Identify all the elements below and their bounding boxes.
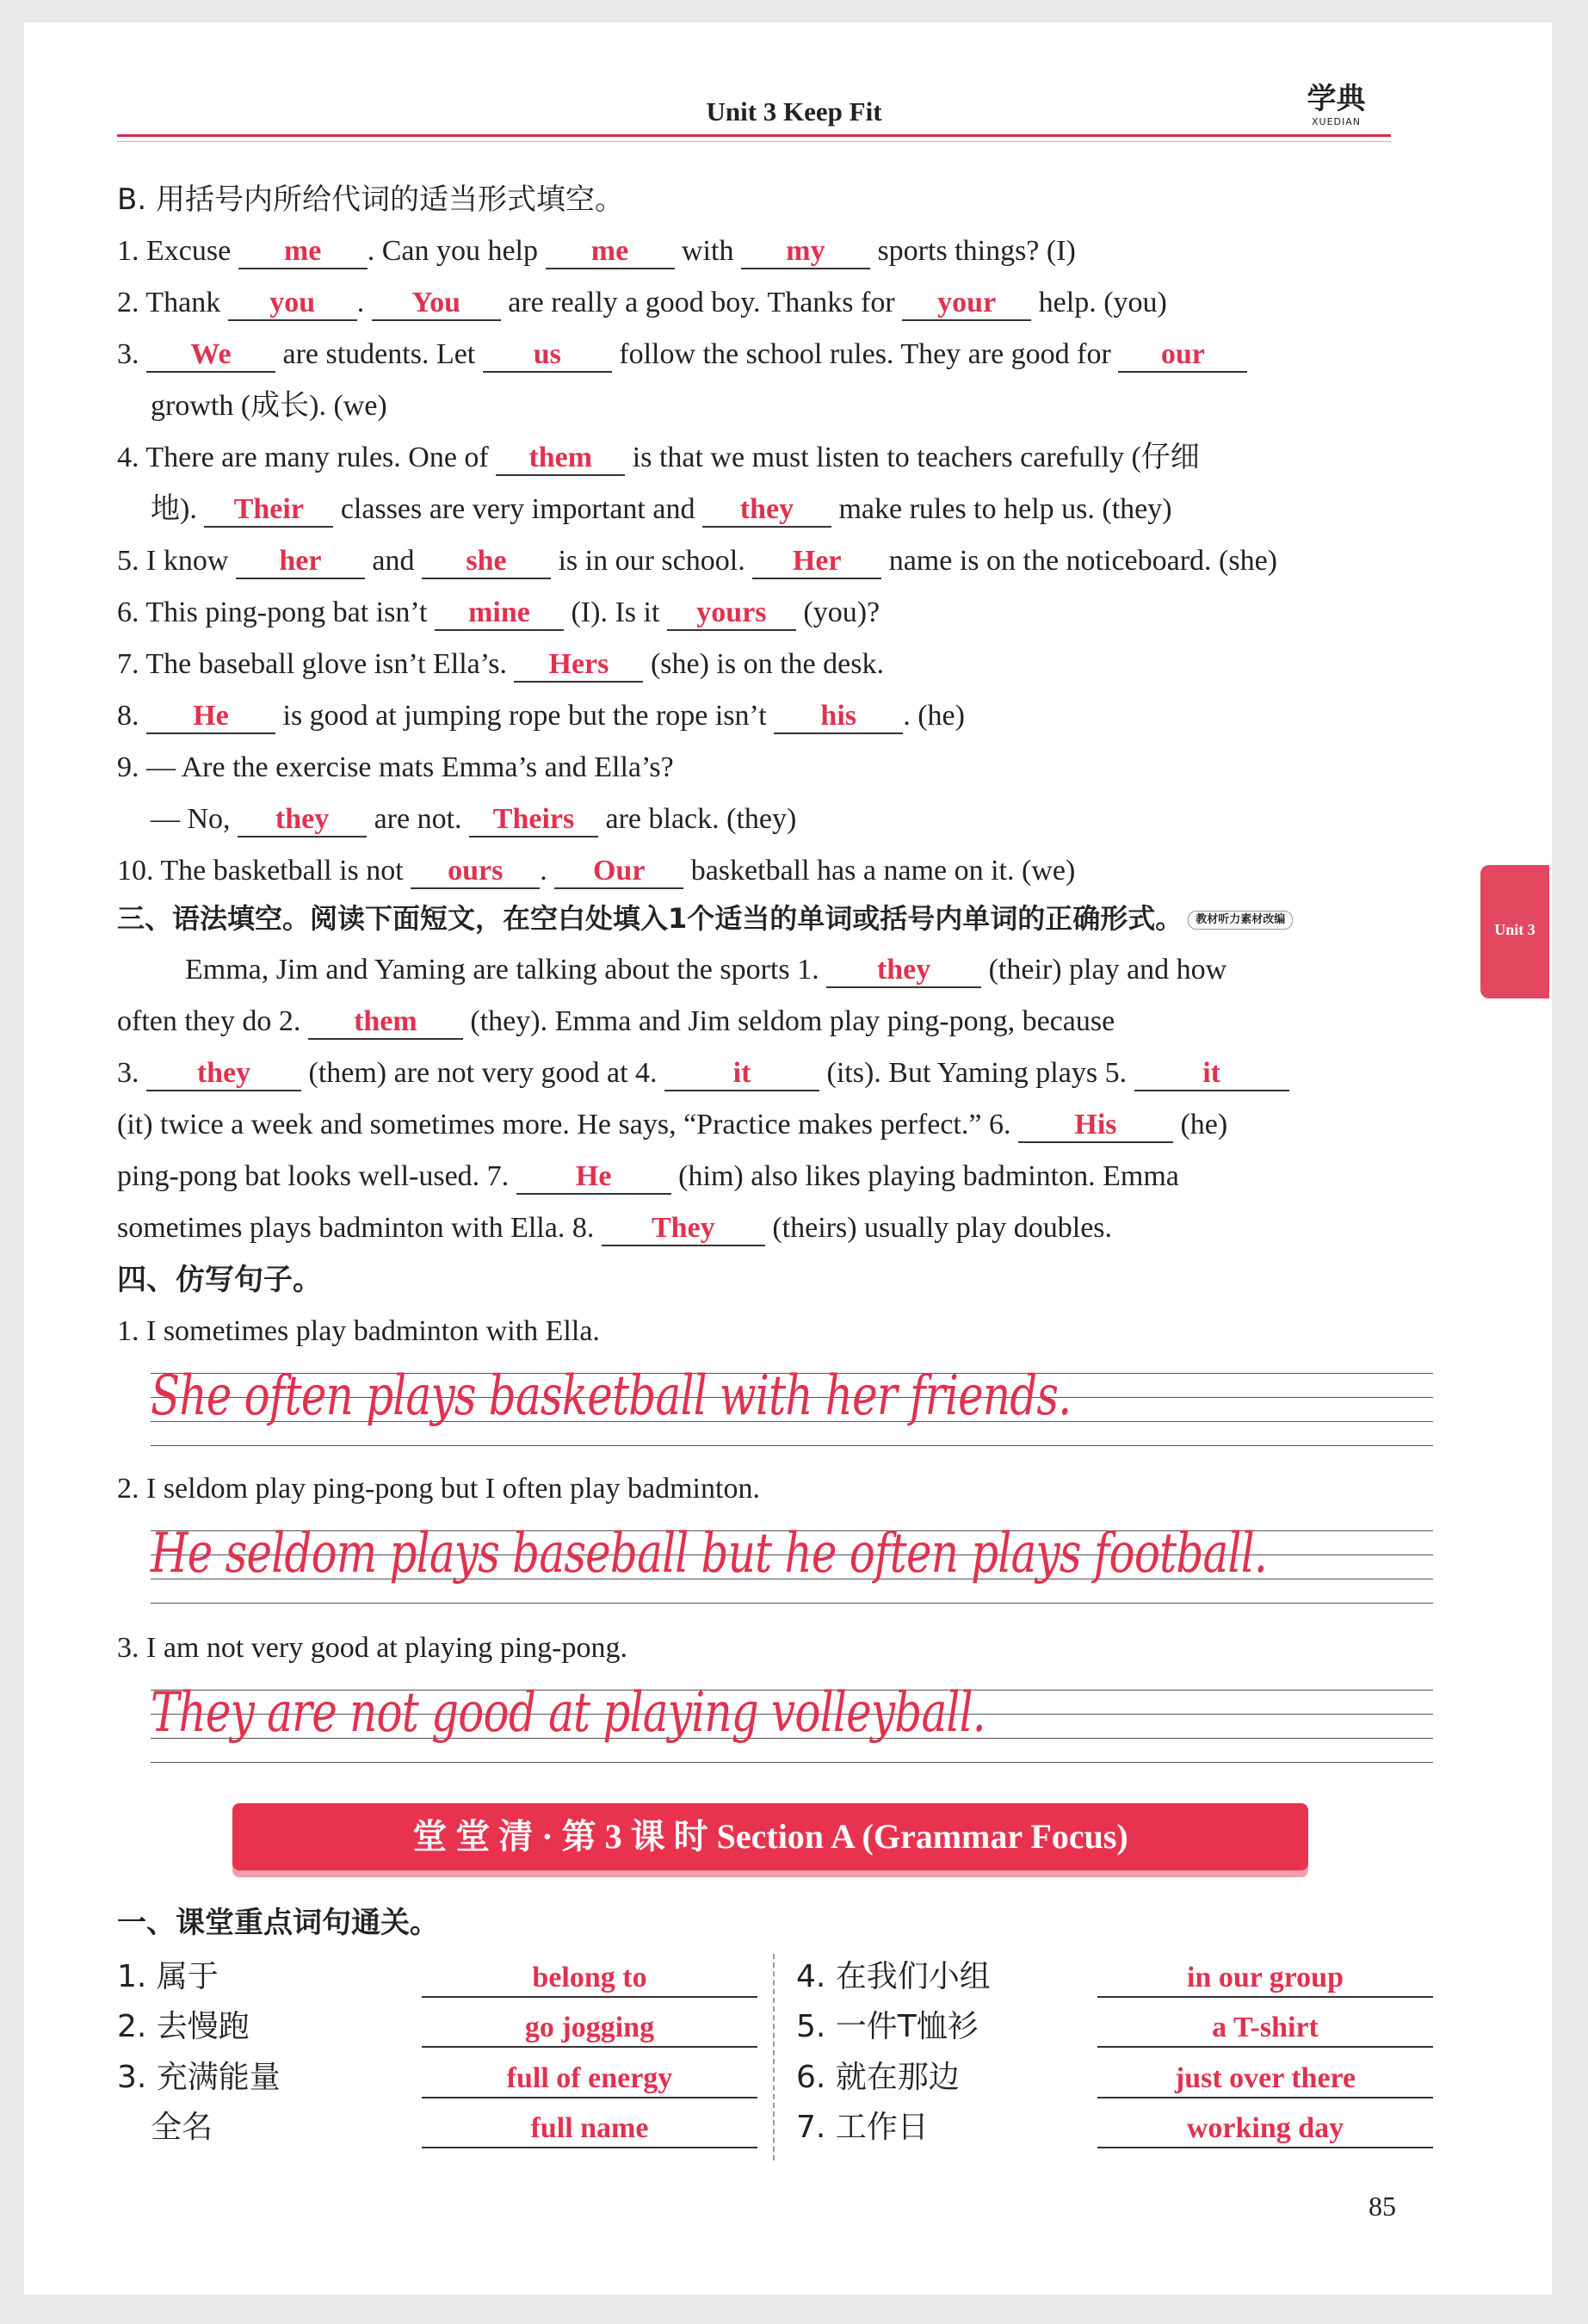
exercise-item	[117, 852, 1434, 890]
exercise-item	[117, 439, 1434, 477]
text-segment: 地).	[151, 493, 205, 525]
text-segment: Emma, Jim and Yaming are talking about the sports 1.	[185, 954, 827, 986]
answer-blank: her	[236, 545, 365, 579]
passage-line	[117, 1054, 1434, 1092]
text-segment: and	[364, 545, 422, 577]
text-segment: often they do 2.	[117, 1005, 308, 1037]
exercise-item	[117, 542, 1434, 580]
section-grammar-title	[117, 899, 1434, 937]
text-segment: 6. This ping-pong bat isn’t	[117, 596, 435, 628]
answer-blank: them	[496, 442, 625, 476]
passage-line	[117, 1158, 1434, 1196]
vocab-answer: a T-shirt	[1097, 2010, 1433, 2048]
answer-blank: she	[422, 545, 551, 579]
text-segment: (you)?	[795, 596, 881, 628]
writing-guideline	[151, 1603, 1433, 1604]
answer-blank: them	[308, 1005, 463, 1040]
text-segment: are not.	[367, 803, 470, 835]
text-segment: growth (成长). (we)	[151, 390, 387, 422]
answer-blank: your	[902, 287, 1031, 321]
answer-blank: they	[702, 493, 831, 528]
answer-blank: mine	[435, 596, 564, 631]
source-tag: 教材听力素材改编	[1188, 911, 1293, 930]
text-segment: are students. Let	[275, 338, 483, 370]
vocab-answer: in our group	[1097, 1960, 1433, 1998]
passage-line	[117, 1106, 1434, 1144]
text-segment: (he)	[1172, 1109, 1228, 1140]
text-segment: .	[540, 855, 555, 887]
exercise-item	[117, 232, 1434, 270]
text-segment: (its). But Yaming plays 5.	[819, 1057, 1134, 1089]
text-segment: name is on the noticeboard. (she)	[881, 545, 1277, 577]
exercise-item	[117, 749, 1434, 787]
text-segment: 9. — Are the exercise mats Emma’s and Ella’s?	[117, 751, 674, 783]
text-segment: 3.	[117, 338, 146, 370]
header-rule	[117, 134, 1391, 137]
title-text: 三、语法填空。阅读下面短文，在空白处填入1个适当的单词或括号内单词的正确形式。	[117, 902, 1183, 935]
header-title: Unit 3 Keep Fit	[706, 96, 882, 127]
handwritten-answer: They are not good at playing volleyball.	[151, 1681, 986, 1745]
text-segment: (they). Emma and Jim seldom play ping-pong, because	[462, 1005, 1115, 1037]
answer-blank: me	[546, 235, 675, 269]
vocab-answer: belong to	[422, 1960, 757, 1998]
answer-blank: Hers	[514, 648, 643, 683]
handwritten-answer: She often plays basketball with her friends.	[151, 1364, 1072, 1428]
text-segment: 7. The baseball glove isn’t Ella’s.	[117, 648, 515, 680]
answer-blank: His	[1018, 1109, 1173, 1143]
text-segment: 4. There are many rules. One of	[117, 442, 497, 473]
answer-blank: yours	[667, 596, 796, 631]
text-segment: 2. Thank	[117, 287, 228, 318]
text-segment: 5. I know	[117, 545, 236, 577]
exercise-item	[117, 697, 1434, 735]
handwritten-answer: He seldom plays baseball but he often plays football.	[151, 1522, 1267, 1585]
text-segment: .	[356, 287, 372, 318]
exercise-item	[151, 491, 1468, 528]
text-segment: are black. (they)	[598, 803, 797, 835]
answer-blank: He	[146, 700, 275, 734]
text-segment: — No,	[151, 803, 238, 835]
text-segment: . Can you help	[367, 235, 546, 267]
text-segment: make rules to help us. (they)	[831, 493, 1172, 525]
answer-blank: us	[483, 338, 612, 373]
exercise-item	[117, 646, 1434, 683]
text-segment: is that we must listen to teachers carefully (仔细	[625, 442, 1200, 473]
exercise-item	[117, 336, 1434, 374]
answer-blank: You	[372, 287, 501, 321]
rewrite-prompt: 3. I am not very good at playing ping-pong.	[117, 1632, 628, 1664]
answer-blank: our	[1118, 338, 1247, 373]
brand-logo: 学典 XUEDIAN	[1307, 82, 1366, 127]
section-rewrite-title: 四、仿写句子。	[117, 1263, 322, 1297]
answer-blank: it	[664, 1057, 819, 1091]
vocab-answer: full name	[422, 2111, 757, 2148]
passage-line	[117, 1209, 1434, 1247]
vocab-prompt: 2. 去慢跑	[117, 2009, 250, 2044]
text-segment: (him) also likes playing badminton. Emma	[670, 1160, 1179, 1192]
exercise-item	[117, 284, 1434, 322]
vocab-prompt: 6. 就在那边	[796, 2060, 960, 2095]
text-segment: 3.	[117, 1057, 146, 1089]
column-divider	[773, 1954, 775, 2160]
vocab-prompt: 5. 一件T恤衫	[796, 2009, 979, 2044]
answer-blank: they	[826, 954, 981, 988]
text-segment: sometimes plays badminton with Ella. 8.	[117, 1212, 602, 1244]
vocab-prompt: 7. 工作日	[796, 2110, 929, 2145]
vocab-answer: working day	[1097, 2111, 1433, 2148]
text-segment: 1. Excuse	[117, 235, 238, 267]
section-vocab-title: 一、课堂重点词句通关。	[117, 1906, 439, 1940]
vocab-prompt: 1. 属于	[117, 1959, 219, 1994]
text-segment: (I). Is it	[563, 596, 667, 628]
exercise-item	[151, 387, 1468, 425]
answer-blank: they	[238, 803, 367, 838]
lesson-banner: 堂 堂 清 · 第 3 课 时 Section A (Grammar Focus)	[232, 1803, 1308, 1870]
writing-guideline	[151, 1445, 1433, 1446]
text-segment: follow the school rules. They are good for	[611, 338, 1119, 370]
header-rule-thin	[117, 141, 1391, 142]
text-segment: basketball has a name on it. (we)	[683, 855, 1076, 887]
answer-blank: ours	[411, 855, 540, 889]
text-segment: ping-pong bat looks well-used. 7.	[117, 1160, 516, 1192]
answer-blank: his	[774, 700, 903, 734]
vocab-answer: full of energy	[422, 2061, 757, 2098]
vocab-answer: go jogging	[422, 2010, 757, 2048]
passage-line	[117, 1003, 1434, 1041]
text-segment: classes are very important and	[333, 493, 702, 525]
text-segment: (it) twice a week and sometimes more. He says, “Practice makes perfect.” 6.	[117, 1109, 1018, 1140]
text-segment: is good at jumping rope but the rope isn’t	[275, 700, 775, 732]
unit-side-tab: Unit 3	[1480, 865, 1549, 998]
answer-blank: He	[516, 1160, 671, 1195]
rewrite-prompt: 1. I sometimes play badminton with Ella.	[117, 1315, 600, 1347]
answer-blank: me	[238, 235, 368, 269]
answer-blank: you	[228, 287, 357, 321]
passage-line	[185, 951, 1502, 989]
vocab-prompt: 3. 充满能量	[117, 2060, 281, 2095]
vocab-prompt: 全名	[151, 2110, 213, 2145]
text-segment: are really a good boy. Thanks for	[500, 287, 903, 318]
section-b-title: B. 用括号内所给代词的适当形式填空。	[117, 182, 624, 217]
text-segment: . (he)	[903, 700, 965, 732]
exercise-item	[117, 594, 1434, 632]
text-segment: 8.	[117, 700, 146, 732]
answer-blank: We	[146, 338, 275, 373]
rewrite-prompt: 2. I seldom play ping-pong but I often play badminton.	[117, 1473, 760, 1505]
answer-blank: Their	[204, 493, 333, 528]
text-segment: is in our school.	[550, 545, 753, 577]
answer-blank: my	[741, 235, 870, 269]
text-segment: (she) is on the desk.	[643, 648, 884, 680]
text-segment: (their) play and how	[981, 954, 1227, 986]
text-segment: (theirs) usually play doubles.	[764, 1212, 1113, 1244]
vocab-prompt: 4. 在我们小组	[796, 1959, 991, 1994]
page-number: 85	[1369, 2191, 1396, 2222]
text-segment: 10. The basketball is not	[117, 855, 411, 887]
text-segment: help. (you)	[1031, 287, 1167, 318]
writing-guideline	[151, 1762, 1433, 1763]
answer-blank: it	[1134, 1057, 1289, 1091]
answer-blank: Her	[752, 545, 881, 579]
text-segment: (them) are not very good at 4.	[301, 1057, 665, 1089]
answer-blank: they	[146, 1057, 301, 1091]
text-segment: sports things? (I)	[869, 235, 1076, 267]
text-segment: with	[674, 235, 741, 267]
vocab-answer: just over there	[1097, 2061, 1433, 2098]
exercise-item	[151, 800, 1468, 838]
answer-blank: Our	[554, 855, 683, 889]
answer-blank: They	[602, 1212, 765, 1246]
answer-blank: Theirs	[469, 803, 598, 838]
